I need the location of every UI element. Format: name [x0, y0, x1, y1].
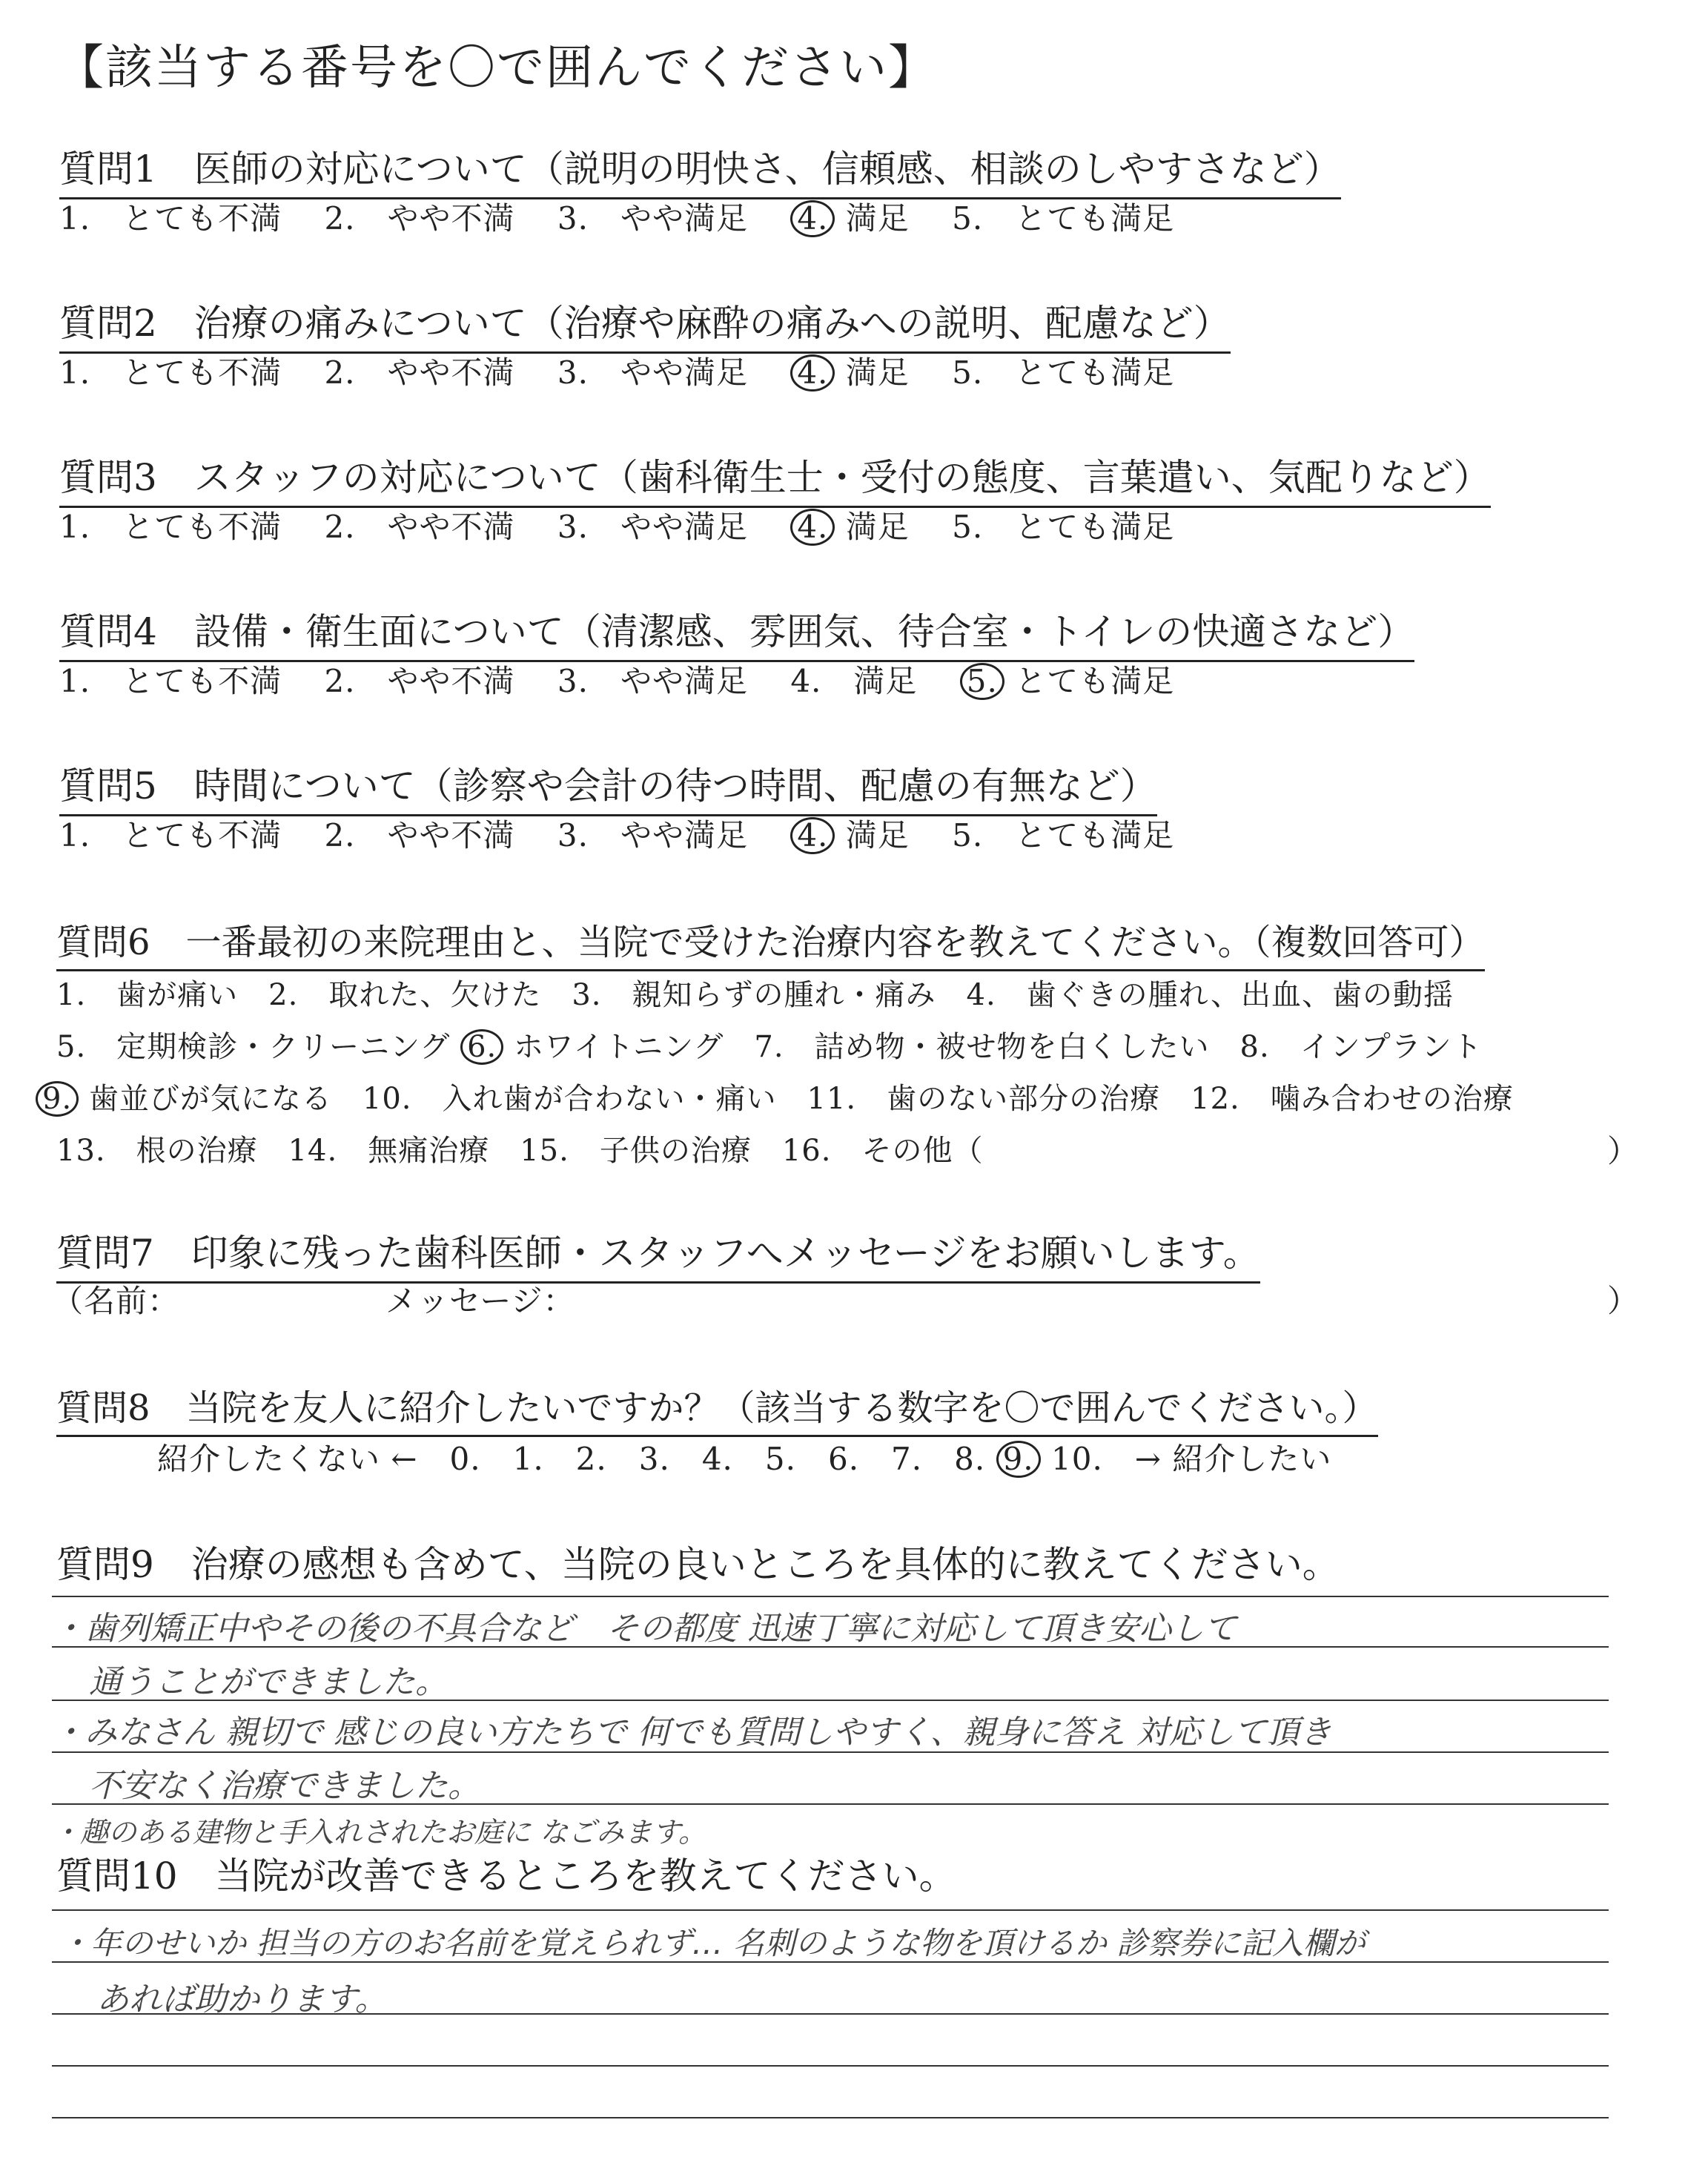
scale-right[interactable]: 10. → 紹介したい [1051, 1441, 1332, 1477]
circled-answer[interactable]: 9. [996, 1441, 1041, 1478]
question-6-row-2 [56, 1023, 1483, 1066]
question-10-label: 質問10 当院が改善できるところを教えてください。 [56, 1855, 956, 1898]
question-3-label: 質問3 スタッフの対応について（歯科衛生士・受付の態度、言葉遣い、気配りなど） [59, 448, 1491, 508]
option[interactable]: 3. やや満足 [557, 354, 748, 391]
option[interactable]: 1. とても不満 [59, 200, 282, 237]
answer-line [52, 1909, 1609, 1911]
option[interactable]: 3. やや満足 [557, 817, 748, 853]
option[interactable]: 1. とても不満 [59, 354, 282, 391]
option[interactable]: 1. とても不満 [59, 817, 282, 853]
circled-answer[interactable]: 4. [790, 817, 835, 854]
scale-left[interactable]: 紹介したくない ← 0. 1. 2. 3. 4. 5. 6. 7. 8. [157, 1441, 986, 1477]
handwritten-answer: 不安なく治療できました。 [89, 1767, 480, 1805]
circled-answer[interactable]: 9. [36, 1081, 79, 1117]
question-5-label: 質問5 時間について（診察や会計の待つ時間、配慮の有無など） [59, 756, 1157, 816]
handwritten-answer: ・趣のある建物と手入れされたお庭に なごみます。 [52, 1816, 707, 1849]
option[interactable]: 2. やや不満 [324, 817, 515, 853]
question-1-label: 質問1 医師の対応について（説明の明快さ、信頼感、相談のしやすさなど） [59, 139, 1341, 199]
handwritten-answer: ・みなさん 親切で 感じの良い方たちで 何でも質問しやすく、親身に答え 対応して頂き [52, 1714, 1332, 1751]
question-5-options [59, 811, 1174, 856]
question-6-row-1[interactable]: 1. 歯が痛い 2. 取れた、欠けた 3. 親知らずの腫れ・痛み 4. 歯ぐきの腫れ、出血、歯の動揺 [56, 978, 1454, 1012]
circled-answer[interactable]: 4. [790, 509, 835, 546]
option[interactable]: とても満足 [1015, 663, 1175, 699]
option[interactable]: 5. とても満足 [952, 817, 1175, 853]
option[interactable]: 1. とても不満 [59, 509, 282, 545]
option[interactable]: 2. やや不満 [324, 200, 515, 237]
option[interactable]: ホワイトニング 7. 詰め物・被せ物を白くしたい 8. インプラント [513, 1030, 1483, 1064]
answer-line [52, 2065, 1609, 2067]
question-7-label: 質問7 印象に残った歯科医師・スタッフへメッセージをお願いします。 [56, 1223, 1260, 1284]
option[interactable]: 満足 [845, 354, 910, 391]
answer-line [52, 2117, 1609, 2118]
option[interactable]: 2. やや不満 [324, 354, 515, 391]
option[interactable]: 満足 [845, 509, 910, 545]
handwritten-answer: ・年のせいか 担当の方のお名前を覚えられず… 名刺のような物を頂けるか 診察券に記入欄が [59, 1925, 1366, 1961]
circled-answer[interactable]: 5. [960, 663, 1004, 700]
option[interactable]: 3. やや満足 [557, 200, 748, 237]
answer-line [52, 1596, 1609, 1597]
question-3-options [59, 503, 1174, 547]
option[interactable]: 満足 [845, 200, 910, 237]
option[interactable]: 5. とても満足 [952, 509, 1175, 545]
page-header: 【該当する番号を〇で囲んでください】 [56, 41, 937, 96]
option[interactable]: 満足 [845, 817, 910, 853]
closing-paren: ） [1607, 1283, 1640, 1319]
question-6-row-4[interactable]: 13. 根の治療 14. 無痛治療 15. 子供の治療 16. その他（ [56, 1134, 984, 1168]
circled-answer[interactable]: 4. [790, 200, 835, 237]
closing-paren: ） [1607, 1133, 1640, 1169]
option[interactable]: 2. やや不満 [324, 509, 515, 545]
question-2-label: 質問2 治療の痛みについて（治療や麻酔の痛みへの説明、配慮など） [59, 294, 1231, 354]
question-6-label: 質問6 一番最初の来院理由と、当院で受けた治療内容を教えてください。（複数回答可） [56, 914, 1485, 971]
question-6-row-3 [36, 1075, 1514, 1117]
question-1-options [59, 194, 1174, 239]
handwritten-answer: 通うことができました。 [89, 1663, 448, 1701]
question-9-label: 質問9 治療の感想も含めて、当院の良いところを具体的に教えてください。 [56, 1543, 1340, 1586]
circled-answer[interactable]: 4. [790, 354, 835, 392]
handwritten-answer: ・歯列矯正中やその後の不具合など その都度 迅速丁寧に対応して頂き安心して [52, 1610, 1237, 1648]
option[interactable]: 3. やや満足 [557, 509, 748, 545]
option[interactable]: 5. 定期検診・クリーニング [56, 1030, 451, 1064]
option[interactable]: 歯並びが気になる 10. 入れ歯が合わない・痛い 11. 歯のない部分の治療 12. 噛み合わせの治療 [88, 1082, 1514, 1116]
question-2-options [59, 349, 1174, 393]
option[interactable]: 5. とても満足 [952, 200, 1175, 237]
option[interactable]: 5. とても満足 [952, 354, 1175, 391]
handwritten-answer: あれば助かります。 [96, 1981, 388, 2018]
option[interactable]: 2. やや不満 [324, 663, 515, 699]
question-4-label: 質問4 設備・衛生面について（清潔感、雰囲気、待合室・トイレの快適さなど） [59, 602, 1414, 662]
message-field-label: メッセージ： [385, 1283, 575, 1319]
question-8-label: 質問8 当院を友人に紹介したいですか？（該当する数字を〇で囲んでください。） [56, 1379, 1378, 1437]
question-4-options [59, 657, 1174, 701]
option[interactable]: 3. やや満足 [557, 663, 748, 699]
option[interactable]: 4. 満足 [790, 663, 918, 699]
recommend-scale [157, 1435, 1331, 1479]
circled-answer[interactable]: 6. [460, 1029, 503, 1065]
name-field-label: （名前： [52, 1283, 180, 1319]
option[interactable]: 1. とても不満 [59, 663, 282, 699]
